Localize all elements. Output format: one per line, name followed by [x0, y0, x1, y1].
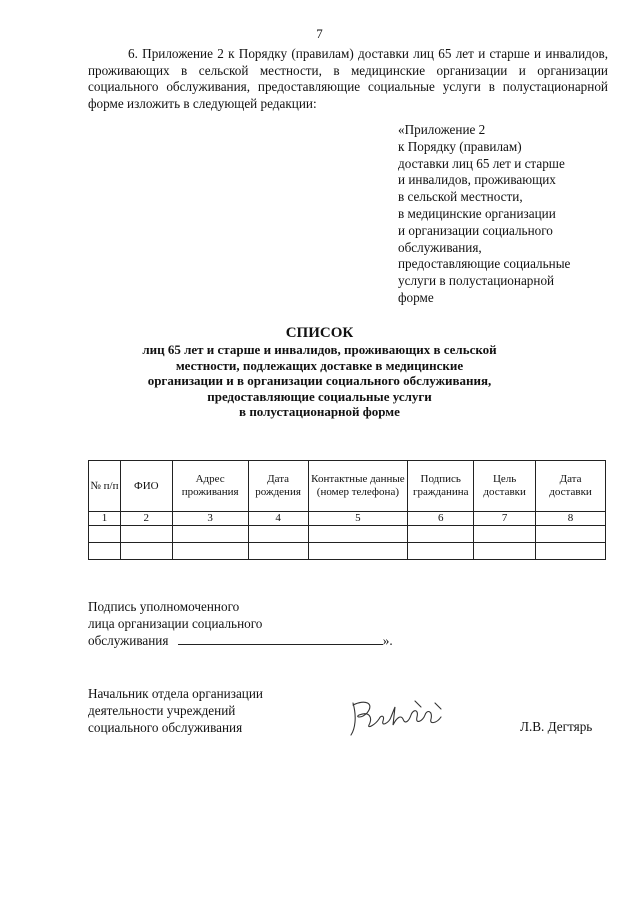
appendix-line: и инвалидов, проживающих: [398, 172, 556, 188]
appendix-line: в медицинские организации: [398, 205, 556, 221]
appendix-line: к Порядку (правилам): [398, 138, 522, 154]
registry-table: [88, 460, 606, 560]
signature-label-line: лица организации социального: [88, 616, 263, 631]
list-subtitle-line: организации и в организации социального обслуживания,: [147, 373, 492, 388]
list-title-block: [0, 324, 639, 420]
appendix-line: в сельской местности,: [398, 189, 523, 205]
amendment-paragraph: 6. Приложение 2 к Порядку (правилам) доставки лиц 65 лет и старше и инвалидов, проживающих в сельской местности, в медицинские организации и организации социального обслуживания, предоставляющие социальные услуги в полустационарной форме изложить в следующей редакции:: [88, 46, 608, 112]
table-cell: [120, 526, 172, 543]
table-cell: [172, 543, 248, 560]
table-row: [89, 526, 606, 543]
column-header: № п/п: [89, 461, 121, 512]
table-cell: [120, 543, 172, 560]
table-cell: [408, 543, 474, 560]
signature-label-line: обслуживания: [88, 633, 169, 648]
table-cell: [536, 526, 606, 543]
column-header: Адрес проживания: [172, 461, 248, 512]
table-cell: [408, 526, 474, 543]
page-number: 7: [316, 26, 323, 41]
department-head-block: [88, 685, 263, 736]
table-cell: [474, 526, 536, 543]
column-number: 2: [120, 512, 172, 526]
list-subtitle-line: в полустационарной форме: [239, 404, 400, 419]
table-cell: [474, 543, 536, 560]
column-header: Контактные данные (номер телефона): [308, 461, 408, 512]
column-header: Дата рождения: [248, 461, 308, 512]
table-header-row: [89, 461, 606, 512]
handwritten-signature: [345, 695, 455, 740]
authorized-signature-block: [88, 598, 393, 649]
column-header: Подпись гражданина: [408, 461, 474, 512]
appendix-line: предоставляющие социальные: [398, 256, 571, 272]
column-number: 8: [536, 512, 606, 526]
column-header: Дата доставки: [536, 461, 606, 512]
table-cell: [308, 543, 408, 560]
list-subtitle-line: местности, подлежащих доставке в медицинские: [175, 357, 464, 373]
column-number: 6: [408, 512, 474, 526]
appendix-line: «Приложение 2: [398, 122, 486, 137]
appendix-line: и организации социального: [398, 222, 553, 238]
head-title-line: деятельности учреждений: [88, 703, 236, 718]
list-title: СПИСОК: [285, 325, 354, 341]
signature-label-line: Подпись уполномоченного: [88, 599, 240, 614]
signer-name: Л.В. Дегтярь: [520, 719, 593, 734]
table-cell: [248, 543, 308, 560]
appendix-line: обслуживания,: [398, 239, 482, 255]
head-title-line: Начальник отдела организации: [88, 686, 263, 701]
list-subtitle-line: предоставляющие социальные услуги: [207, 388, 432, 404]
table-number-row: [89, 512, 606, 526]
table-cell: [308, 526, 408, 543]
head-title-line: социального обслуживания: [88, 720, 243, 735]
column-number: 5: [308, 512, 408, 526]
table-row: [89, 543, 606, 560]
column-number: 4: [248, 512, 308, 526]
signature-underline: [178, 632, 383, 645]
table-cell: [248, 526, 308, 543]
table-cell: [536, 543, 606, 560]
column-header: ФИО: [120, 461, 172, 512]
appendix-line: услуги в полустационарной: [398, 273, 555, 289]
column-header: Цель доставки: [474, 461, 536, 512]
appendix-line: доставки лиц 65 лет и старше: [398, 155, 565, 171]
closing-quote: ».: [382, 633, 393, 648]
table-cell: [89, 543, 121, 560]
table-cell: [172, 526, 248, 543]
column-number: 3: [172, 512, 248, 526]
column-number: 7: [474, 512, 536, 526]
appendix-line: форме: [398, 289, 434, 305]
table-cell: [89, 526, 121, 543]
list-subtitle-line: лиц 65 лет и старше и инвалидов, проживающих в сельской: [142, 342, 497, 357]
column-number: 1: [89, 512, 121, 526]
appendix-header: [398, 122, 613, 307]
